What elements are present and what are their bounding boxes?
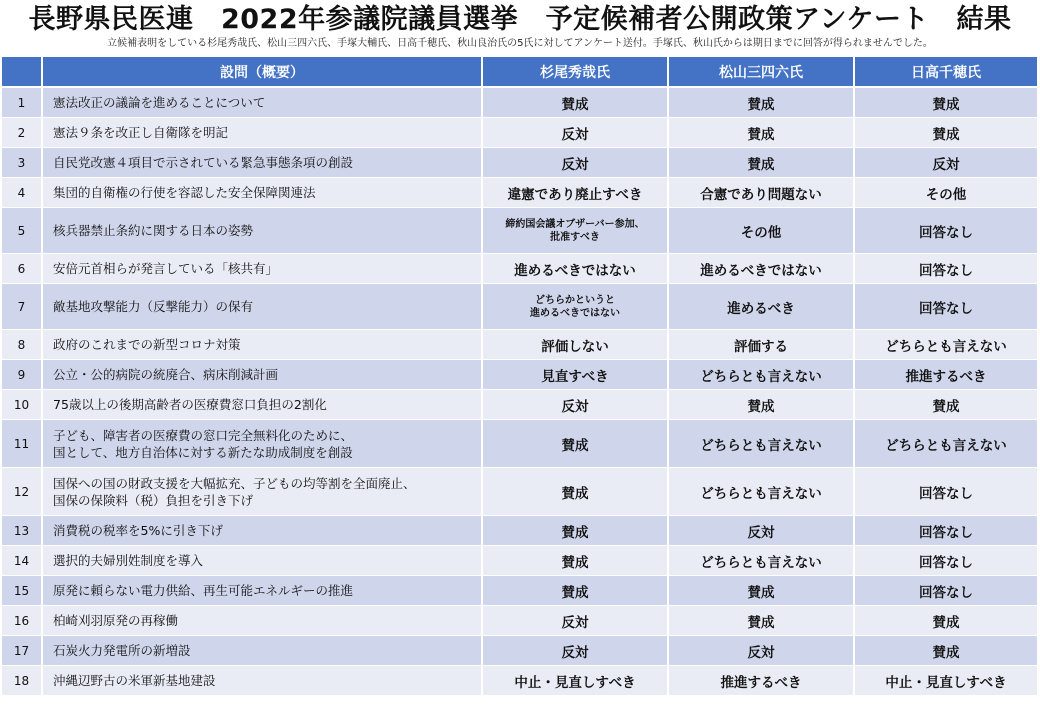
table-row: [2, 208, 1038, 254]
answer-matsuyama: [668, 576, 854, 606]
answer-sugio: [482, 606, 668, 636]
answer-hidaka: [854, 546, 1038, 576]
answer-sugio-line: 評価しない: [541, 338, 609, 355]
table-row: [2, 148, 1038, 178]
answer-matsuyama: [668, 420, 854, 468]
answer-hidaka-line: 賛成: [932, 614, 960, 631]
answer-sugio: [482, 666, 668, 696]
survey-results-table: [2, 57, 1039, 695]
answer-hidaka-line: 回答なし: [919, 262, 973, 279]
table-row: [2, 666, 1038, 696]
answer-sugio: [482, 468, 668, 516]
answer-matsuyama: [668, 360, 854, 390]
question-text: [42, 468, 482, 516]
answer-matsuyama-line: 反対: [747, 644, 775, 661]
question-text: [42, 420, 482, 468]
question-text-line: 柏崎刈羽原発の再稼働: [53, 613, 179, 628]
row-number: 8: [2, 330, 42, 360]
row-number: 17: [2, 636, 42, 666]
table-row: [2, 118, 1038, 148]
row-number: 7: [2, 284, 42, 330]
answer-sugio-line: 進めるべきではない: [530, 307, 620, 319]
question-text-line: 選択的夫婦別姓制度を導入: [53, 553, 204, 568]
answer-sugio-line: どちらかというと: [535, 294, 615, 306]
row-number: 13: [2, 516, 42, 546]
question-text-line: 75歳以上の後期高齢者の医療費窓口負担の2割化: [53, 397, 327, 412]
table-row: [2, 87, 1038, 118]
answer-sugio: [482, 420, 668, 468]
answer-sugio-line: 反対: [561, 156, 589, 173]
answer-matsuyama-line: 進めるべき: [727, 300, 795, 317]
answer-sugio: [482, 390, 668, 420]
answer-matsuyama-line: その他: [740, 224, 782, 241]
answer-hidaka-line: 回答なし: [919, 485, 973, 502]
answer-matsuyama: [668, 208, 854, 254]
table-header-row: [2, 57, 1038, 87]
question-text: [42, 666, 482, 696]
answer-hidaka-line: 賛成: [932, 126, 960, 143]
answer-hidaka: [854, 118, 1038, 148]
answer-sugio-line: 賛成: [561, 437, 589, 454]
table-row: [2, 390, 1038, 420]
answer-sugio-line: 賛成: [561, 584, 589, 601]
question-text-line: 憲法９条を改正し自衛隊を明記: [53, 125, 229, 140]
question-text-line: 石炭火力発電所の新増設: [53, 643, 191, 658]
question-text: [42, 148, 482, 178]
answer-sugio: [482, 178, 668, 208]
answer-sugio-line: 賛成: [561, 554, 589, 571]
row-number: 15: [2, 576, 42, 606]
answer-sugio-line: 中止・見直しすべき: [514, 674, 636, 691]
answer-matsuyama-line: 賛成: [747, 156, 775, 173]
answer-matsuyama: [668, 516, 854, 546]
answer-sugio: [482, 636, 668, 666]
question-text-line: 安倍元首相らが発言している「核共有」: [53, 261, 279, 276]
answer-sugio: [482, 516, 668, 546]
question-text-line: 国保への国の財政支援を大幅拡充、子どもの均等割を全面廃止、: [53, 475, 416, 491]
table-row: [2, 284, 1038, 330]
row-number: 14: [2, 546, 42, 576]
answer-hidaka: [854, 284, 1038, 330]
question-text-line: 敵基地攻撃能力（反撃能力）の保有: [53, 299, 254, 314]
answer-matsuyama: [668, 636, 854, 666]
page-title: 長野県民医連 2022年参議院議員選挙 予定候補者公開政策アンケート 結果: [28, 4, 1012, 35]
answer-matsuyama: [668, 87, 854, 118]
answer-matsuyama-line: 合憲であり問題ない: [700, 186, 822, 203]
answer-matsuyama: [668, 148, 854, 178]
question-text: [42, 636, 482, 666]
row-number: 16: [2, 606, 42, 636]
answer-hidaka: [854, 360, 1038, 390]
question-text: [42, 330, 482, 360]
row-number: 5: [2, 208, 42, 254]
answer-hidaka: [854, 87, 1038, 118]
table-row: [2, 254, 1038, 284]
answer-sugio: [482, 546, 668, 576]
question-text: [42, 87, 482, 118]
table-row: [2, 606, 1038, 636]
header-candidate-matsuyama: 松山三四六氏: [668, 57, 854, 87]
table-row: [2, 178, 1038, 208]
answer-sugio-line: 締約国会議オブザーバー参加、: [505, 218, 645, 230]
header-question: 設問（概要）: [42, 57, 482, 87]
answer-hidaka-line: 中止・見直しすべき: [885, 674, 1007, 691]
answer-matsuyama-line: どちらとも言えない: [700, 368, 822, 385]
question-text: [42, 576, 482, 606]
answer-hidaka: [854, 636, 1038, 666]
question-text-line: 核兵器禁止条約に関する日本の姿勢: [53, 223, 254, 238]
answer-hidaka: [854, 606, 1038, 636]
answer-hidaka: [854, 666, 1038, 696]
answer-matsuyama-line: どちらとも言えない: [700, 485, 822, 502]
row-number: 1: [2, 87, 42, 118]
table-row: [2, 330, 1038, 360]
row-number: 10: [2, 390, 42, 420]
answer-sugio-line: 進めるべきではない: [514, 262, 636, 279]
question-text: [42, 254, 482, 284]
answer-hidaka: [854, 390, 1038, 420]
answer-matsuyama-line: 賛成: [747, 398, 775, 415]
answer-hidaka-line: 賛成: [932, 398, 960, 415]
answer-sugio: [482, 360, 668, 390]
row-number: 2: [2, 118, 42, 148]
answer-matsuyama-line: 賛成: [747, 96, 775, 113]
question-text: [42, 284, 482, 330]
answer-hidaka: [854, 178, 1038, 208]
answer-sugio: [482, 254, 668, 284]
answer-sugio-line: 反対: [561, 126, 589, 143]
answer-hidaka-line: 回答なし: [919, 300, 973, 317]
answer-hidaka: [854, 208, 1038, 254]
table-row: [2, 468, 1038, 516]
answer-matsuyama: [668, 546, 854, 576]
answer-hidaka: [854, 254, 1038, 284]
table-row: [2, 636, 1038, 666]
answer-matsuyama: [668, 284, 854, 330]
answer-matsuyama: [668, 606, 854, 636]
answer-sugio-line: 違憲であり廃止すべき: [507, 186, 643, 203]
answer-matsuyama-line: 推進するべき: [720, 674, 802, 691]
table-row: [2, 576, 1038, 606]
answer-matsuyama: [668, 178, 854, 208]
answer-hidaka-line: 反対: [932, 156, 960, 173]
question-text: [42, 360, 482, 390]
question-text: [42, 390, 482, 420]
answer-matsuyama-line: 反対: [747, 524, 775, 541]
answer-matsuyama-line: 進めるべきではない: [700, 262, 822, 279]
answer-hidaka: [854, 516, 1038, 546]
answer-sugio: [482, 87, 668, 118]
answer-hidaka: [854, 420, 1038, 468]
row-number: 11: [2, 420, 42, 468]
question-text: [42, 178, 482, 208]
question-text-line: 公立・公的病院の統廃合、病床削減計画: [53, 367, 279, 382]
answer-matsuyama: [668, 390, 854, 420]
answer-hidaka-line: その他: [925, 186, 967, 203]
question-text-line: 憲法改正の議論を進めることについて: [53, 95, 266, 110]
answer-matsuyama-line: 賛成: [747, 584, 775, 601]
header-number: [2, 57, 42, 87]
row-number: 9: [2, 360, 42, 390]
answer-hidaka: [854, 576, 1038, 606]
answer-hidaka-line: 賛成: [932, 644, 960, 661]
answer-matsuyama: [668, 468, 854, 516]
answer-sugio: [482, 208, 668, 254]
row-number: 3: [2, 148, 42, 178]
row-number: 12: [2, 468, 42, 516]
question-text: [42, 546, 482, 576]
answer-matsuyama-line: 評価する: [734, 338, 788, 355]
answer-matsuyama: [668, 330, 854, 360]
answer-sugio: [482, 118, 668, 148]
question-text-line: 政府のこれまでの新型コロナ対策: [53, 337, 241, 352]
table-row: [2, 360, 1038, 390]
question-text-line: 子ども、障害者の医療費の窓口完全無料化のために、: [53, 427, 354, 443]
header-candidate-sugio: 杉尾秀哉氏: [482, 57, 668, 87]
answer-sugio-line: 見直すべき: [541, 368, 609, 385]
answer-sugio: [482, 284, 668, 330]
table-row: [2, 546, 1038, 576]
answer-hidaka-line: 回答なし: [919, 224, 973, 241]
answer-sugio-line: 反対: [561, 398, 589, 415]
answer-sugio-line: 賛成: [561, 96, 589, 113]
answer-hidaka-line: 回答なし: [919, 584, 973, 601]
table-row: [2, 516, 1038, 546]
answer-sugio: [482, 576, 668, 606]
answer-matsuyama-line: 賛成: [747, 614, 775, 631]
header-candidate-hidaka: 日高千穂氏: [854, 57, 1038, 87]
question-text: [42, 118, 482, 148]
answer-hidaka-line: 賛成: [932, 96, 960, 113]
question-text: [42, 606, 482, 636]
row-number: 18: [2, 666, 42, 696]
answer-hidaka: [854, 330, 1038, 360]
row-number: 4: [2, 178, 42, 208]
answer-matsuyama: [668, 254, 854, 284]
answer-sugio-line: 賛成: [561, 524, 589, 541]
question-text-line: 自民党改憲４項目で示されている緊急事態条項の創設: [53, 155, 354, 170]
answer-matsuyama-line: どちらとも言えない: [700, 554, 822, 571]
question-text-line: 集団的自衛権の行使を容認した安全保障関連法: [53, 185, 316, 200]
answer-sugio-line: 反対: [561, 644, 589, 661]
answer-sugio-line: 賛成: [561, 485, 589, 502]
table-row: [2, 420, 1038, 468]
answer-sugio: [482, 330, 668, 360]
question-text-line: 国として、地方自治体に対する新たな助成制度を創設: [53, 444, 353, 460]
answer-hidaka: [854, 468, 1038, 516]
answer-matsuyama-line: 賛成: [747, 126, 775, 143]
question-text-line: 原発に頼らない電力供給、再生可能エネルギーの推進: [53, 583, 354, 598]
question-text-line: 沖縄辺野古の米軍新基地建設: [53, 673, 216, 688]
answer-hidaka-line: 回答なし: [919, 554, 973, 571]
answer-matsuyama: [668, 118, 854, 148]
row-number: 6: [2, 254, 42, 284]
answer-sugio-line: 批准すべき: [550, 231, 600, 243]
answer-matsuyama-line: どちらとも言えない: [700, 437, 822, 454]
question-text-line: 国保の保険料（税）負担を引き下げ: [53, 492, 254, 508]
answer-matsuyama: [668, 666, 854, 696]
answer-sugio-line: 反対: [561, 614, 589, 631]
answer-sugio: [482, 148, 668, 178]
answer-hidaka-line: どちらとも言えない: [885, 338, 1007, 355]
answer-hidaka-line: 推進するべき: [905, 368, 987, 385]
answer-hidaka-line: どちらとも言えない: [885, 437, 1007, 454]
page-subtitle: 立候補表明をしている杉尾秀哉氏、松山三四六氏、手塚大輔氏、日高千穂氏、秋山良治氏の5氏に対してアンケート送付。手塚氏、秋山氏からは期日までに回答が得られませんでした。: [107, 38, 933, 49]
question-text: [42, 516, 482, 546]
answer-hidaka: [854, 148, 1038, 178]
question-text: [42, 208, 482, 254]
question-text-line: 消費税の税率を5%に引き下げ: [53, 523, 223, 538]
answer-hidaka-line: 回答なし: [919, 524, 973, 541]
